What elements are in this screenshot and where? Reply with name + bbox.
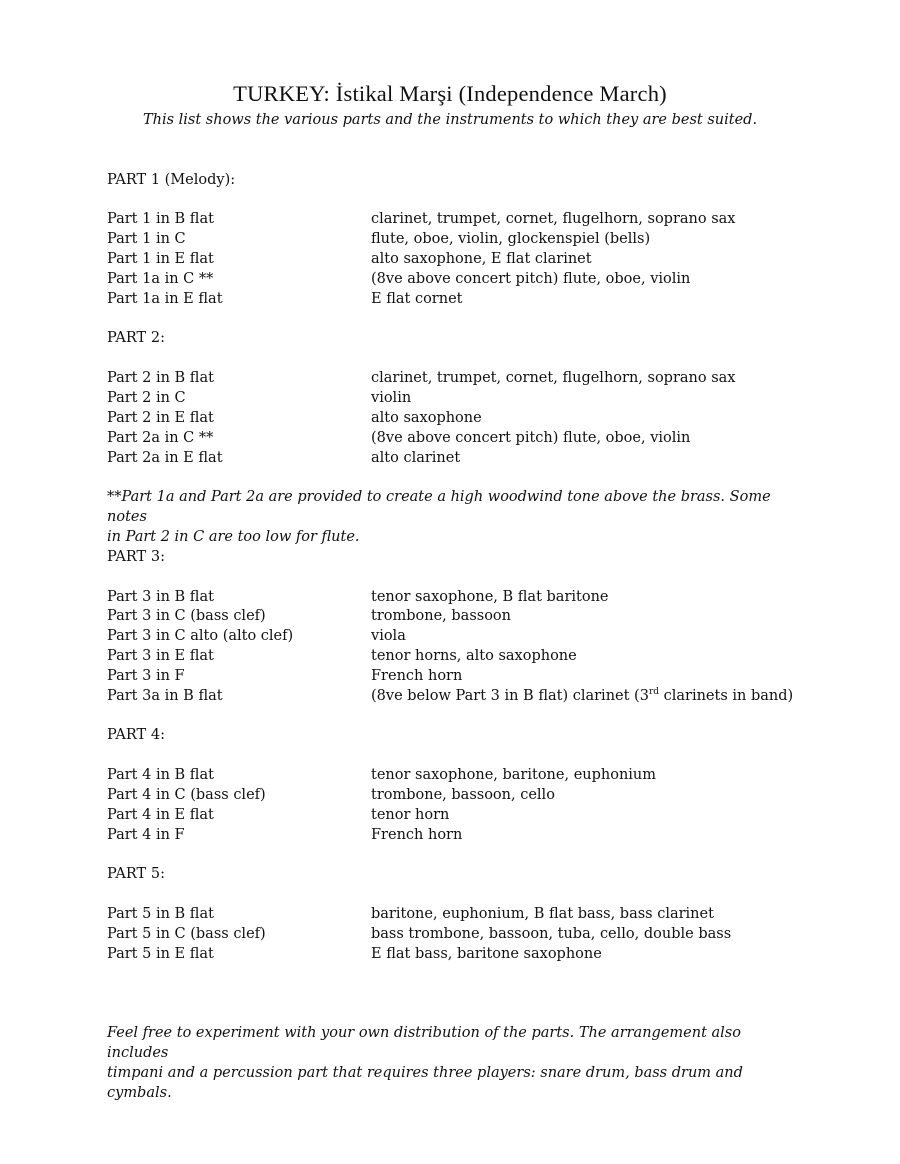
table-row	[107, 785, 807, 805]
instrument-list: French horn	[371, 827, 463, 843]
table-row	[107, 765, 807, 785]
instrument-list: (8ve above concert pitch) flute, oboe, violin	[371, 271, 691, 287]
table-row	[107, 924, 807, 944]
part-name: Part 2a in E flat	[107, 450, 223, 466]
table-row	[107, 587, 807, 607]
table-row	[107, 428, 807, 448]
instrument-list: clarinet, trumpet, cornet, flugelhorn, soprano sax	[371, 370, 736, 386]
ordinal-suffix: rd	[648, 687, 660, 698]
table-row	[107, 825, 807, 845]
part-name: Part 3 in E flat	[107, 648, 214, 664]
instrument-list: flute, oboe, violin, glockenspiel (bells)	[371, 231, 651, 247]
part-name: Part 5 in B flat	[107, 906, 214, 922]
part-name: Part 1 in B flat	[107, 211, 214, 227]
part-name: Part 4 in C (bass clef)	[107, 787, 266, 803]
page-title: TURKEY: İstikal Marşi (Independence March)	[233, 81, 667, 106]
section-heading-part-4: PART 4:	[107, 727, 165, 743]
table-row	[107, 448, 807, 468]
instrument-list: alto saxophone, E flat clarinet	[371, 251, 592, 267]
table-row	[107, 686, 807, 706]
instrument-list: alto clarinet	[371, 450, 461, 466]
section-heading-part-1: PART 1 (Melody):	[107, 172, 236, 188]
instrument-list: bass trombone, bassoon, tuba, cello, double bass	[371, 926, 732, 942]
instrument-list: tenor saxophone, baritone, euphonium	[371, 767, 657, 783]
part-name: Part 4 in E flat	[107, 807, 214, 823]
part-name: Part 1a in C **	[107, 271, 214, 287]
table-row	[107, 368, 807, 388]
part-name: Part 5 in E flat	[107, 946, 214, 962]
note-line: **Part 1a and Part 2a are provided to create a high woodwind tone above the brass. Some notes	[107, 489, 771, 525]
table-row	[107, 904, 807, 924]
instrument-text: clarinets in band)	[659, 688, 794, 704]
part-name: Part 2 in E flat	[107, 410, 214, 426]
table-row	[107, 646, 807, 666]
table-row	[107, 249, 807, 269]
instrument-list: French horn	[371, 668, 463, 684]
instrument-list: violin	[371, 390, 412, 406]
part-name: Part 1a in E flat	[107, 291, 223, 307]
instrument-list: viola	[371, 628, 406, 644]
instrument-list: trombone, bassoon, cello	[371, 787, 555, 803]
table-row	[107, 229, 807, 249]
instrument-list: (8ve above concert pitch) flute, oboe, violin	[371, 430, 691, 446]
woodwind-note	[107, 487, 797, 547]
instrument-list: trombone, bassoon	[371, 608, 511, 624]
table-row	[107, 269, 807, 289]
part-name: Part 3 in F	[107, 668, 185, 684]
table-row	[107, 626, 807, 646]
part-name: Part 2a in C **	[107, 430, 214, 446]
table-row	[107, 944, 807, 964]
table-row	[107, 289, 807, 309]
table-row	[107, 606, 807, 626]
page-subtitle: This list shows the various parts and the instruments to which they are best suited.	[142, 112, 758, 128]
table-row	[107, 388, 807, 408]
part-name: Part 3 in C alto (alto clef)	[107, 628, 294, 644]
instrument-list: tenor horns, alto saxophone	[371, 648, 577, 664]
table-row	[107, 666, 807, 686]
section-heading-part-5: PART 5:	[107, 866, 165, 882]
part-name: Part 1 in E flat	[107, 251, 214, 267]
table-row	[107, 805, 807, 825]
section-heading-part-2: PART 2:	[107, 330, 165, 346]
table-row	[107, 209, 807, 229]
part-name: Part 3a in B flat	[107, 688, 223, 704]
part-name: Part 4 in F	[107, 827, 185, 843]
instrument-list: baritone, euphonium, B flat bass, bass clarinet	[371, 906, 714, 922]
section-heading-part-3: PART 3:	[107, 549, 165, 565]
instrument-list: tenor horn	[371, 807, 450, 823]
instrument-list: alto saxophone	[371, 410, 482, 426]
instrument-list: tenor saxophone, B flat baritone	[371, 589, 609, 605]
part-name: Part 2 in C	[107, 390, 186, 406]
part-name: Part 4 in B flat	[107, 767, 214, 783]
table-row	[107, 408, 807, 428]
part-name: Part 3 in B flat	[107, 589, 214, 605]
instrument-list: E flat cornet	[371, 291, 463, 307]
instrument-text: (8ve below Part 3 in B flat) clarinet (3	[371, 688, 649, 704]
part-name: Part 3 in C (bass clef)	[107, 608, 266, 624]
closing-note	[107, 1023, 797, 1103]
instrument-list	[371, 686, 793, 706]
note-line: Feel free to experiment with your own distribution of the parts. The arrangement also includes	[107, 1025, 741, 1061]
note-line: timpani and a percussion part that requires three players: snare drum, bass drum and cymbals.	[107, 1065, 743, 1101]
instrument-list: clarinet, trumpet, cornet, flugelhorn, soprano sax	[371, 211, 736, 227]
part-name: Part 5 in C (bass clef)	[107, 926, 266, 942]
part-name: Part 2 in B flat	[107, 370, 214, 386]
part-name: Part 1 in C	[107, 231, 186, 247]
note-line: in Part 2 in C are too low for flute.	[107, 529, 360, 545]
instrument-list: E flat bass, baritone saxophone	[371, 946, 602, 962]
